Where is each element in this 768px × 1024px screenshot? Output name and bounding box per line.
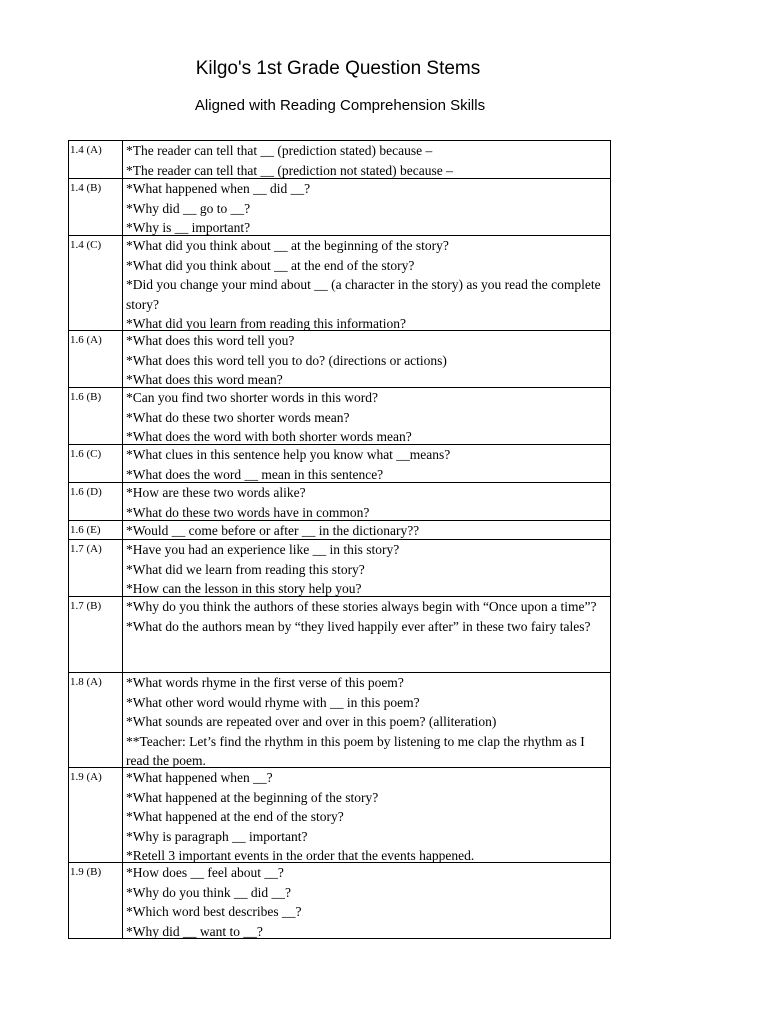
skill-code: 1.7 (A): [69, 540, 123, 596]
question-stem: *The reader can tell that __ (prediction not stated) because –: [126, 162, 453, 178]
question-stem: *The reader can tell that __ (prediction stated) because –: [126, 143, 433, 158]
question-stem: *How can the lesson in this story help you?: [126, 581, 362, 596]
page-subtitle: Aligned with Reading Comprehension Skills: [194, 97, 486, 114]
skill-code: 1.8 (A): [69, 673, 123, 767]
table-row: [69, 863, 611, 939]
question-cell: [123, 445, 611, 482]
question-cell: [123, 179, 611, 235]
question-stem: *Which word best describes __?: [126, 904, 302, 919]
table-row: [69, 236, 611, 331]
question-stem: **Teacher: Let’s find the rhythm in this poem by listening to me clap the rhythm as I read the poem.: [126, 733, 589, 767]
question-stem: *Why is __ important?: [126, 220, 251, 235]
skill-code: 1.6 (B): [69, 388, 123, 444]
question-cell: [123, 768, 611, 862]
question-cell: [123, 236, 611, 330]
question-stem: *Can you find two shorter words in this word?: [126, 390, 378, 405]
question-cell: [123, 483, 611, 520]
skill-code: 1.7 (B): [69, 597, 123, 672]
question-stem: *What did you learn from reading this information?: [126, 316, 407, 330]
table-row: [69, 331, 611, 388]
question-stem: *What sounds are repeated over and over in this poem? (alliteration): [126, 714, 497, 729]
skill-code: 1.6 (A): [69, 331, 123, 387]
question-stem: *What did you think about __ at the beginning of the story?: [126, 238, 449, 253]
question-cell: [123, 331, 611, 387]
question-stem: *What does this word tell you?: [126, 333, 295, 348]
question-cell: [123, 141, 611, 178]
question-stem: *What clues in this sentence help you know what __means?: [126, 447, 451, 462]
table-row: [69, 768, 611, 863]
question-cell: [123, 540, 611, 596]
question-cell: [123, 863, 611, 938]
skill-code: 1.9 (A): [69, 768, 123, 862]
table-row: [69, 445, 611, 483]
question-stem: *Why is paragraph __ important?: [126, 828, 308, 844]
question-cell: [123, 388, 611, 444]
question-stem: *Why did __ go to __?: [126, 200, 251, 216]
question-stem: *Have you had an experience like __ in this story?: [126, 542, 400, 557]
question-stem: *What do these two words have in common?: [126, 504, 370, 520]
table-row: [69, 483, 611, 521]
question-stem: *What do these two shorter words mean?: [126, 409, 350, 425]
question-stem: *What other word would rhyme with __ in this poem?: [126, 694, 420, 710]
question-stem: *Did you change your mind about __ (a character in the story) as you read the complete story?: [126, 277, 604, 312]
question-stem: *What does this word tell you to do? (directions or actions): [126, 352, 447, 368]
skill-code: 1.6 (D): [69, 483, 123, 520]
skill-code: 1.4 (C): [69, 236, 123, 330]
skill-code: 1.4 (B): [69, 179, 123, 235]
table-row: [69, 540, 611, 597]
question-stem: *What does this word mean?: [126, 372, 283, 387]
table-row: [69, 141, 611, 179]
question-cell: [123, 597, 611, 672]
skill-code: 1.6 (C): [69, 445, 123, 482]
skill-code: 1.9 (B): [69, 863, 123, 938]
question-stem: *How are these two words alike?: [126, 485, 306, 500]
question-cell: [123, 673, 611, 767]
table-row: [69, 673, 611, 768]
question-stem: *How does __ feel about __?: [126, 865, 284, 880]
question-stem: *Retell 3 important events in the order that the events happened.: [126, 848, 475, 862]
question-stems-table: [68, 140, 611, 939]
question-stem: *Why did __ want to __?: [126, 923, 263, 938]
question-cell: [123, 521, 611, 539]
question-stem: *Why do you think __ did __?: [126, 884, 291, 900]
skill-code: 1.4 (A): [69, 141, 123, 178]
question-stem: *What did we learn from reading this story?: [126, 561, 365, 577]
question-stem: *What happened when __?: [126, 770, 273, 785]
question-stem: *What do the authors mean by “they lived happily ever after” in these two fairy tales?: [126, 618, 591, 634]
table-row: [69, 179, 611, 236]
question-stem: *What does the word __ mean in this sentence?: [126, 466, 384, 482]
question-stem: *What happened when __ did __?: [126, 181, 311, 196]
question-stem: *What words rhyme in the first verse of this poem?: [126, 675, 404, 690]
skill-code: 1.6 (E): [69, 521, 123, 539]
question-stem: *What happened at the beginning of the story?: [126, 789, 379, 805]
table-row: [69, 597, 611, 673]
question-stem: *Would __ come before or after __ in the dictionary??: [126, 523, 420, 538]
question-stem: *What does the word with both shorter words mean?: [126, 429, 412, 444]
table-row: [69, 388, 611, 445]
page-title: Kilgo's 1st Grade Question Stems: [195, 58, 481, 79]
question-stem: *What did you think about __ at the end of the story?: [126, 257, 415, 273]
question-stem: *What happened at the end of the story?: [126, 809, 344, 824]
table-row: [69, 521, 611, 540]
question-stem: *Why do you think the authors of these stories always begin with “Once upon a time”?: [126, 599, 597, 614]
